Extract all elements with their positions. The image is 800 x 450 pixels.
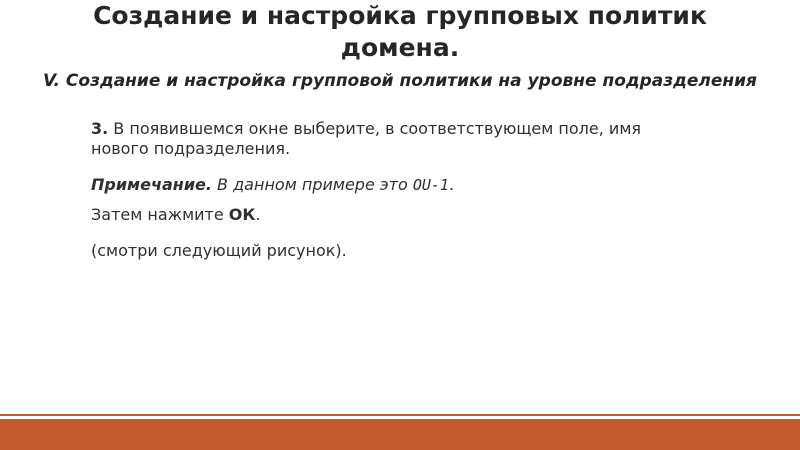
step-text: В появившемся окне выберите, в соответствующем поле, имя нового подразделения. [91, 119, 642, 158]
slide-subtitle: V. Создание и настройка групповой политики на уровне подразделения [43, 71, 757, 91]
footer-accent-line [0, 414, 800, 416]
then-paragraph [91, 205, 701, 225]
step-number: 3. [91, 119, 109, 138]
note-end: . [448, 175, 455, 194]
note-text: В данном примере это [211, 175, 413, 194]
ok-label: ОК [228, 205, 256, 224]
see-next-paragraph: (смотри следующий рисунок). [91, 241, 347, 260]
note-paragraph [91, 175, 701, 195]
note-value: OU-1 [412, 176, 449, 194]
slide-body [91, 119, 701, 277]
then-end: . [255, 205, 261, 224]
slide-title: Создание и настройка групповых политик домена. [93, 1, 707, 62]
step-paragraph [91, 119, 701, 159]
then-text: Затем нажмите [91, 205, 229, 224]
footer-accent-bar [0, 419, 800, 450]
note-label: Примечание. [91, 175, 212, 194]
